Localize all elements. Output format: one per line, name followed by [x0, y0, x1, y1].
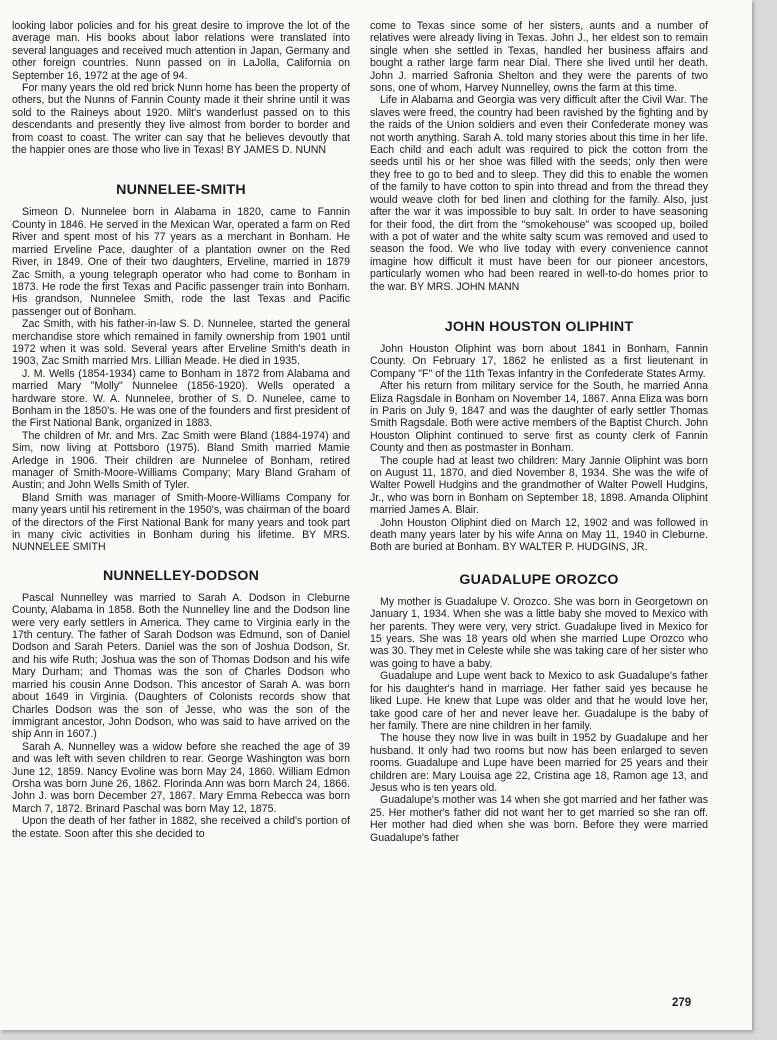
section-heading-nunnelee-smith: NUNNELEE-SMITH	[116, 182, 246, 199]
page-number: 279	[672, 997, 692, 1009]
paragraph: John Houston Oliphint was born about 1841 in Bonham, Fannin County. On February 17, 1862 he enlisted as a first lieutenant in Company "F" of the 11th Texas Infantry in the Confederate States Army.	[370, 342, 708, 380]
paragraph: Zac Smith, with his father-in-law S. D. Nunnelee, started the general merchandise store which remained in family ownership from 1901 until 1972 when it was sold. Several years after Erveline Smith's death in 1903, Zac Smith married Mrs. Lillian Meade. He died in 1935.	[12, 318, 350, 368]
paragraph: looking labor policies and for his great desire to improve the lot of the average man. His books about labor relations were translated into several languages and received much attention in Japan, Germany and other foreign countries. Nunn passed on in LaJolla, California on September 16, 1972 at the age of 94.	[12, 20, 350, 82]
paragraph: Sarah A. Nunnelley was a widow before she reached the age of 39 and was left with seven children to rear. George Washington was born June 12, 1859. Nancy Evoline was born May 24, 1860. William Edmon Orsha was born June 26, 1862. Florinda Ann was born March 24, 1866. John J. was born December 27, 1867. Mary Emma Rebecca was born March 7, 1872. Brinard Paschal was born May 12, 1875.	[12, 740, 350, 815]
paragraph: My mother is Guadalupe V. Orozco. She was born in Georgetown on January 1, 1934. When she was a little baby she moved to Mexico with her parents. They were very, very strict. Guadalupe lived in Mexico for 15 years. She was 18 years old when she married Lupe Orozco who was 30. They met in Celeste while she was taking care of her sister who was going to have a baby.	[370, 595, 708, 670]
paragraph: Pascal Nunnelley was married to Sarah A. Dodson in Cleburne County, Alabama in 1858. Both the Nunnelley line and the Dodson line were very early settlers in America. They came to Virginia early in the 17th century. The father of Sarah Dodson was Edmund, son of Daniel Dodson and Sarah Peters. Daniel was the son of Joshua Dodson, Sr. and his wife Ruth; Joshua was the son of Thomas Dodson and his wife Mary Durham; and Thomas was the son of Charles Dodson who married his cousin Anne Dodson. This ancestor of Sarah A. was born about 1649 in Virginia. (Daughters of Colonists records show that Charles Dodson was the son of Jesse, who was the son of the immigrant ancestor, John Dodson, who was said to have arrived on the ship Ann in 1607.)	[12, 591, 350, 741]
section-heading-nunnelley-dodson: NUNNELLEY-DODSON	[102, 567, 260, 584]
paragraph: Upon the death of her father in 1882, she received a child's portion of the estate. Soon after this she decided to	[12, 815, 350, 840]
paragraph: Simeon D. Nunnelee born in Alabama in 1820, came to Fannin County in 1846. He served in the Mexican War, operated a farm on Red River and spent most of his 77 years as a merchant in Bonham. He married Erveline Pace, daughter of a plantation owner on the Red River, in 1849. One of their two daughters, Erveline, married in 1879 Zac Smith, a young telegraph operator who had come to Bonham in 1873. He rode the first Texas and Pacific passenger train into Bonham. His grandson, Nunnelee Smith, rode the last Texas and Pacific passenger out of Bonham.	[12, 206, 350, 318]
section-heading-guadalupe-orozco: GUADALUPE OROZCO	[459, 571, 619, 588]
paragraph: Guadalupe's mother was 14 when she got married and her father was 25. Her mother's father did not want her to get married so she ran off. Her mother had died when she was born. Before they were married Guadalupe's father	[370, 794, 708, 844]
paragraph: Guadalupe and Lupe went back to Mexico to ask Guadalupe's father for his daughter's hand in marriage. Her father said yes because he liked Lupe. He knew that Lupe was older and that he would love her, take good care of her and never leave her. Guadalupe is the baby of her family. There are nine children in her family.	[370, 670, 708, 732]
right-column	[370, 20, 708, 844]
paragraph: The couple had at least two children: Mary Jannie Oliphint was born on August 11, 1870, and died November 8, 1934. She was the wife of Walter Powell Hudgins and the grandmother of Walter Powell Hudgins, Jr., who was born in Bonham on September 18, 1898. Amanda Oliphint married James A. Blair.	[370, 454, 708, 517]
paragraph: After his return from military service for the South, he married Anna Eliza Ragsdale in Bonham on November 14, 1867. Anna Eliza was born in Paris on July 9, 1847 and was the daughter of early settler Thomas Smith Ragsdale. Both were active members of the Baptist Church. John Houston Oliphint continued to serve first as county clerk of Fannin County and then as postmaster in Bonham.	[370, 380, 708, 455]
section-heading-john-houston-oliphint: JOHN HOUSTON OLIPHINT	[444, 318, 634, 335]
paragraph: The children of Mr. and Mrs. Zac Smith were Bland (1884-1974) and Sim, now living at Pottsboro (1975). Bland Smith married Mamie Arledge in 1906. Their children are Nunnelee of Bonham, retired manager of Smith-Moore-Williams Company; Mary Bland Graham of Austin; and John Wells Smith of Tyler.	[12, 429, 350, 492]
paragraph: come to Texas since some of her sisters, aunts and a number of relatives were already living in Texas. John J., her eldest son to remain single when she settled in Texas, handled her business affairs and bought a rather large farm near Dial. There she lived until her death. John J. married Safronia Shelton and they were the parents of two sons, one of whom, Harvey Nunnelley, owns the farm at this time.	[370, 20, 708, 95]
paragraph: For many years the old red brick Nunn home has been the property of others, but the Nunns of Fannin County made it their shrine until it was sold to the Raineys about 1920. Milt's wanderlust passed on to this descendants and presently they live almost from border to border and from coast to coast. The writer can say that he believes devoutly that the happier ones are those who live in Texas! BY JAMES D. NUNN	[12, 82, 350, 157]
paragraph: Life in Alabama and Georgia was very difficult after the Civil War. The slaves were freed, the country had been ravished by the fighting and by the raids of the Union soldiers and even their Confederate money was not worth anything. Sarah A. told many stories about this time in her life. Each child and each adult was required to pick the cotton from the seeds until his or her shoe was filled with the seeds; only then were they free to go to bed and to sleep. They did this to enable the women of the family to have cotton to spin into thread and from the thread they would weave cloth for bed linen and clothing for the family. Also, just after the war it was impossible to buy salt. In order to have seasoning for their food, the dirt from the "smokehouse" was scooped up, boiled with a pot of water and the white salty scum was removed and used to season the food. We who live today with every convenience cannot imagine how difficult it must have been for our pioneer ancestors, particularly women who had been reared in well-to-do homes prior to the war. BY MRS. JOHN MANN	[370, 94, 708, 293]
left-column	[12, 20, 350, 840]
paragraph: Bland Smith was manager of Smith-Moore-Williams Company for many years until his retirement in the 1950's, was chairman of the board of the directors of the First National Bank for many years and took part in many civic activities in Bonham during his lifetime. BY MRS. NUNNELEE SMITH	[12, 491, 350, 554]
paragraph: J. M. Wells (1854-1934) came to Bonham in 1872 from Alabama and married Mary "Molly" Nunnelee (1856-1920). Wells operated a hardware store. W. A. Nunnelee, brother of S. D. Nunelee, came to Bonham in the 1850's. He was one of the founders and first president of the First National Bank, organized in 1883.	[12, 367, 350, 430]
paragraph: The house they now live in was built in 1952 by Guadalupe and her husband. It only had two rooms but now has been enlarged to seven rooms. Guadalupe and Lupe have been married for 25 years and their children are: Mary Louisa age 22, Cristina age 18, Ramon age 13, and Jesus who is ten years old.	[370, 732, 708, 794]
paragraph: John Houston Oliphint died on March 12, 1902 and was followed in death many years later by his wife Anna on May 11, 1940 in Cleburne. Both are buried at Bonham. BY WALTER P. HUDGINS, JR.	[370, 516, 708, 554]
